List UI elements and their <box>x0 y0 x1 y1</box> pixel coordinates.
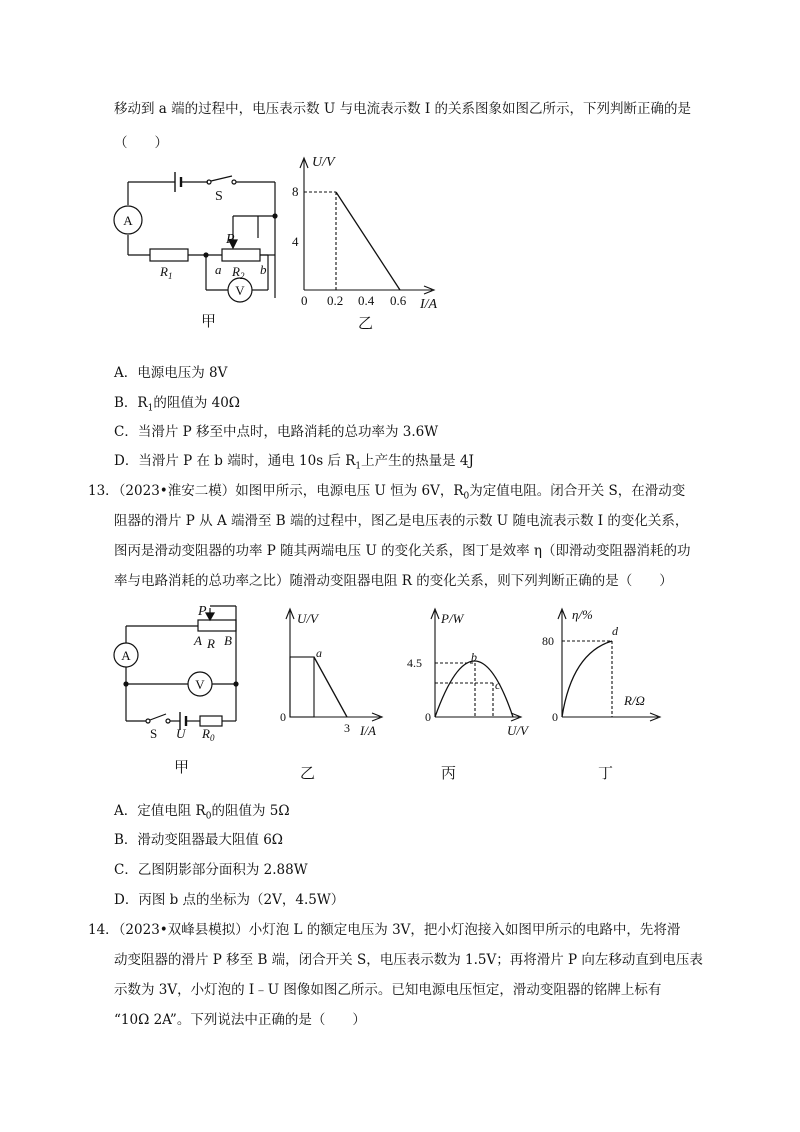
q13-line4: 率与电路消耗的总功率之比）随滑动变阻器电阻 R 的变化关系，则下列判断正确的是（ ） <box>114 573 673 589</box>
q14-line4: “10Ω 2A”。下列说法中正确的是（ ） <box>114 1012 366 1028</box>
x-axis-label: U/V <box>507 723 528 738</box>
q13-option-b: B．滑动变阻器最大阻值 6Ω <box>114 832 283 848</box>
x-axis-label: I/A <box>420 297 438 312</box>
end-b-label: b <box>260 262 267 277</box>
junction-dot <box>233 681 238 686</box>
q13-option-c: C．乙图阴影部分面积为 2.88W <box>114 862 308 878</box>
q12-fig-yi-caption: 乙 <box>358 314 374 332</box>
y-tick: 80 <box>542 634 554 648</box>
q12-fig-jia-caption: 甲 <box>201 312 217 330</box>
switch-label: S <box>215 189 223 204</box>
q13-circuit-diagram <box>108 596 238 741</box>
q12-stem-line2: （ ） <box>114 135 168 151</box>
voltmeter-label: V <box>235 283 245 298</box>
r2-label: $R_2$ <box>232 264 245 281</box>
y-axis-label: η/% <box>572 607 593 622</box>
end-a-label: a <box>215 262 222 277</box>
x-tick: 0.2 <box>327 293 344 308</box>
q12-option-d: D．当滑片 P 在 b 端时，通电 10s 后 $R_1$上产生的热量是 4J <box>114 453 474 472</box>
q13-option-a: A．定值电阻 $R_0$的阻值为 5Ω <box>114 803 290 822</box>
q13-fig-jia-caption: 甲 <box>174 758 190 776</box>
point-d-label: d <box>612 624 618 638</box>
q13-option-d: D．丙图 b 点的坐标为（2V，4.5W） <box>114 892 345 908</box>
slider-label: P <box>226 232 235 247</box>
junction-dot <box>203 252 208 257</box>
r0-label: $R_0$ <box>202 726 215 743</box>
x-tick: 0.4 <box>358 293 375 308</box>
y-axis-label: U/V <box>297 611 318 626</box>
y-tick: 4.5 <box>407 656 422 670</box>
x-axis-label: R/Ω <box>624 693 645 708</box>
q13-line1: 13．（2023•淮安二模）如图甲所示，电源电压 U 恒为 6V，$R_0$为定值电阻。闭合开关 S，在滑动变 <box>88 483 686 502</box>
source-label: U <box>176 726 186 741</box>
q13-fig-yi-caption: 乙 <box>300 764 316 782</box>
q13-pu-graph <box>407 605 535 745</box>
x-tick: 0 <box>301 293 308 308</box>
x-tick: 0.6 <box>390 293 407 308</box>
q14-line1: 14．（2023•双峰县模拟）小灯泡 L 的额定电压为 3V，把小灯泡接入如图甲所示的电路中，先将滑 <box>88 922 681 938</box>
x-tick: 3 <box>344 721 350 735</box>
q12-option-c: C．当滑片 P 移至中点时，电路消耗的总功率为 3.6W <box>114 424 439 440</box>
q13-line2: 阻器的滑片 P 从 A 端滑至 B 端的过程中，图乙是电压表的示数 U 随电流表示数 I 的变化关系， <box>114 513 689 529</box>
junction-dot <box>272 213 277 218</box>
switch-label: S <box>150 726 158 741</box>
q14-line2: 动变阻器的滑片 P 移至 B 端，闭合开关 S，电压表示数为 1.5V；再将滑片 P 向左移动直到电压表 <box>114 952 703 968</box>
q13-fig-ding-caption: 丁 <box>598 764 614 782</box>
voltmeter-label: V <box>195 677 205 692</box>
q12-ui-graph <box>292 150 452 310</box>
q13-efficiency-graph <box>542 605 668 745</box>
ammeter-label: A <box>123 213 133 228</box>
end-b-label: B <box>224 633 232 648</box>
y-axis-label: P/W <box>441 611 464 626</box>
q12-stem-line1: 移动到 a 端的过程中，电压表示数 U 与电流表示数 I 的关系图象如图乙所示，下列判断正确的是 <box>114 101 692 117</box>
q12-option-b: B．$R_1$的阻值为 40Ω <box>114 395 240 414</box>
end-a-label: A <box>194 633 202 648</box>
origin-label: 0 <box>425 710 431 724</box>
q14-line3: 示数为 3V，小灯泡的 I﹣U 图像如图乙所示。已知电源电压恒定，滑动变阻器的铭牌上标有 <box>114 982 662 998</box>
q13-ui-graph <box>280 605 390 745</box>
junction-dot <box>123 681 128 686</box>
y-tick: 8 <box>292 184 299 199</box>
y-axis-label: U/V <box>312 155 335 170</box>
origin-label: 0 <box>552 710 558 724</box>
q12-circuit-diagram <box>108 170 298 310</box>
q13-line3: 图丙是滑动变阻器的功率 P 随其两端电压 U 的变化关系，图丁是效率 η（即滑动变阻器消耗的功 <box>114 543 691 559</box>
rheostat-label: R <box>207 636 215 651</box>
slider-label: P <box>198 604 207 619</box>
q13-fig-bing-caption: 丙 <box>441 764 457 782</box>
origin-label: 0 <box>280 710 286 724</box>
x-axis-label: I/A <box>360 723 376 738</box>
y-tick: 4 <box>292 234 299 249</box>
r1-label: $R_1$ <box>160 264 173 281</box>
ammeter-label: A <box>121 648 131 663</box>
q12-option-a: A．电源电压为 8V <box>114 365 228 381</box>
point-a-label: a <box>316 646 322 660</box>
point-c-label: c <box>495 678 501 692</box>
point-b-label: b <box>471 650 477 664</box>
